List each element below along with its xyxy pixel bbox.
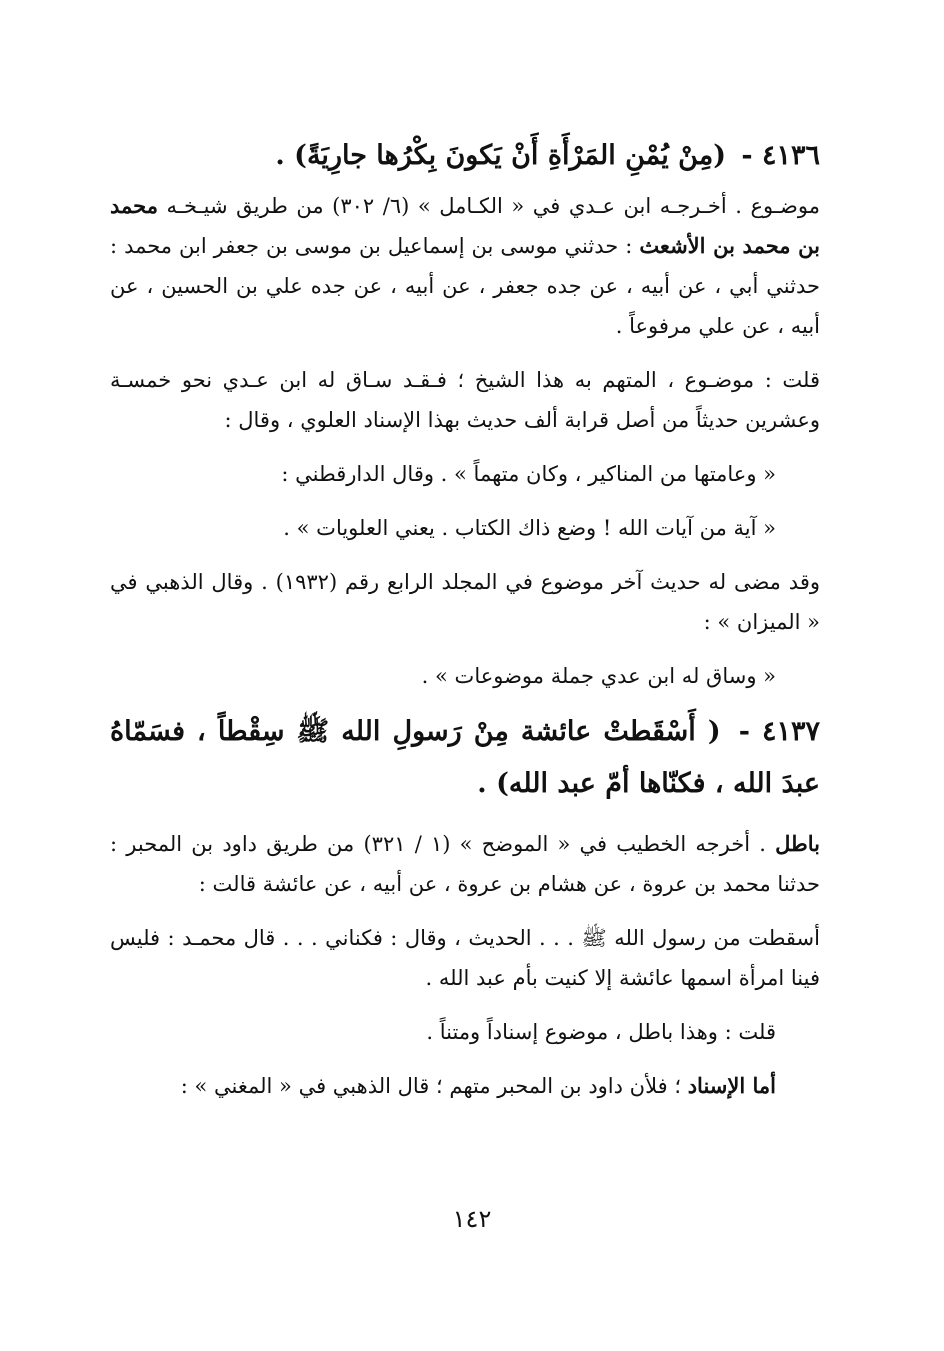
hadith-4137-source-text: . أخرجه الخطيب في « الموضح » (١ / ٣٢١) من طريق داود بن المحبر : حدثنا محمد بن عروة ، عن هشام بن عروة ، عن أبيه ، عن عائشة قالت :: [110, 832, 820, 896]
isnad-label: أما الإسناد: [687, 1073, 776, 1098]
hadith-4137-heading: [110, 706, 820, 810]
hadith-4136-heading: [110, 130, 820, 182]
hadith-4136-reference-paragraph: وقد مضى له حديث آخر موضوع في المجلد الرابع رقم (١٩٣٢) . وقال الذهبي في « الميزان » :: [110, 570, 820, 634]
hadith-4136-quote-2: « آية من آيات الله ! وضع ذاك الكتاب . يعني العلويات » .: [283, 516, 776, 540]
hadith-4137-grading: باطل: [775, 831, 821, 856]
hadith-4137-comment: قلت : وهذا باطل ، موضوع إسناداً ومتناً .: [426, 1020, 776, 1044]
hadith-4137-title: ( أَسْقَطتْ عائشة مِنْ رَسولِ الله ﷺ سِقْطاً ، فسَمّاهُ عبدَ الله ، فكنّاها أمّ عبد الله) .: [110, 716, 820, 799]
hadith-4137-isnad-paragraph: [110, 1066, 820, 1106]
hadith-4136-quote-3: « وساق له ابن عدي جملة موضوعات » .: [421, 664, 776, 688]
hadith-4136-title: (مِنْ يُمْنِ المَرْأَةِ أَنْ يَكونَ بِكْرُها جارِيَةً) .: [275, 140, 726, 171]
hadith-4136-comment-paragraph: قلت : موضـوع ، المتهم به هذا الشيخ ؛ فـقـد سـاق له ابن عـدي نحو خمسـة وعشرين حديثاً من أصل قرابة ألف حديث بهذا الإسناد العلوي ، وقال :: [110, 368, 820, 432]
narrator-name: محمد بن محمد بن الأشعث: [110, 193, 820, 258]
isnad-text: ؛ فلأن داود بن المحبر متهم ؛ قال الذهبي في « المغني » :: [180, 1074, 682, 1098]
hadith-4136-number: ٤١٣٦ -: [741, 140, 820, 171]
hadith-4137-number: ٤١٣٧ -: [738, 716, 820, 747]
hadith-4136-grading-text: موضـوع . أخـرجـه ابن عـدي في « الكـامل » (٦/ ٣٠٢) من طريق شيـخـه: [166, 194, 820, 218]
hadith-4137-text-paragraph: أسقطت من رسول الله ﷺ . . . الحديث ، وقال : فكناني . . . قال محمـد : فليس فينا امرأة اسمها عائشة إلا كنيت بأم عبد الله .: [110, 926, 820, 990]
hadith-4136-quote-1: « وعامتها من المناكير ، وكان متهماً » . وقال الدارقطني :: [281, 462, 776, 486]
page-number: ١٤٢: [452, 1205, 492, 1233]
page-body: [110, 130, 820, 1106]
hadith-4137-grading-paragraph: [110, 824, 820, 904]
hadith-4136-grading-paragraph: [110, 186, 820, 346]
hadith-4136-chain-text: : حدثني موسى بن إسماعيل بن موسى بن جعفر ابن محمد : حدثني أبي ، عن أبيه ، عن جده جعفر ، عن أبيه ، عن جده علي بن الحسين ، عن أبيه ، عن علي مرفوعاً .: [110, 234, 820, 338]
